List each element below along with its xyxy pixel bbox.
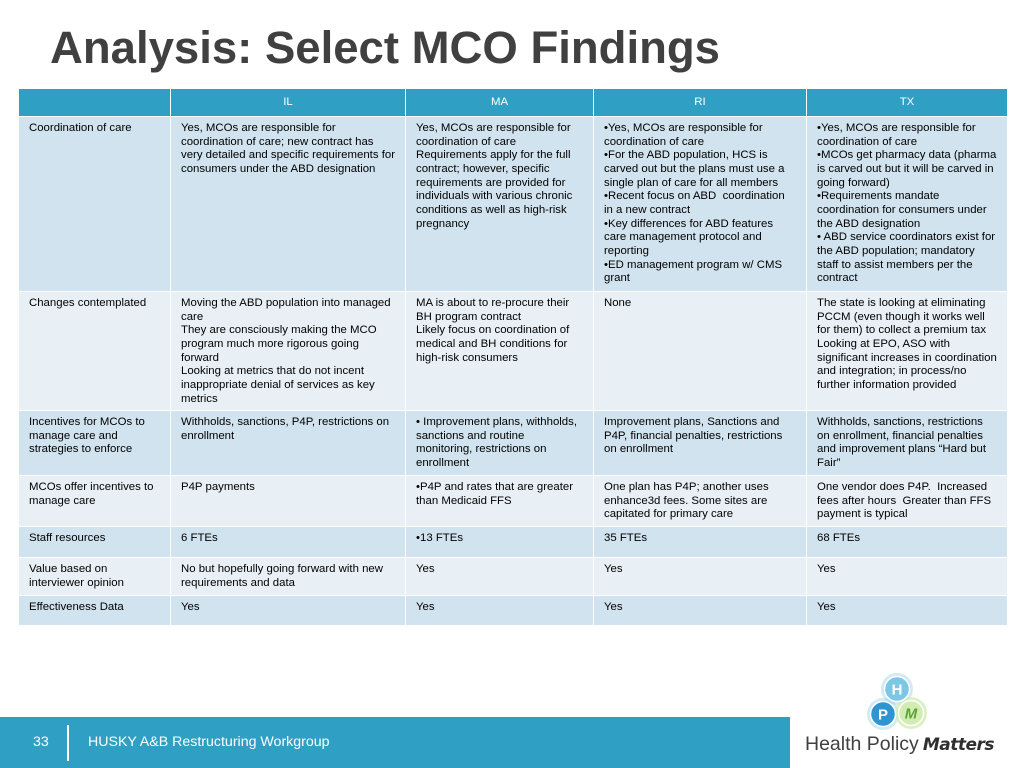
cell-tx: Withholds, sanctions, restrictions on enrollment, financial penalties and improvement plans “Hard but Fair” xyxy=(807,411,1008,476)
logo-wordmark xyxy=(805,735,994,755)
column-header-ma: MA xyxy=(406,89,594,117)
row-coordination-of-care xyxy=(19,117,1008,292)
logo-letter-h: H xyxy=(891,681,903,699)
cell-il: Yes, MCOs are responsible for coordination of care; new contract has very detailed and specific requirements for consumers under the ABD designation xyxy=(171,117,406,292)
cell-ri: Improvement plans, Sanctions and P4P, financial penalties, restrictions on enrollment xyxy=(594,411,807,476)
row-label: MCOs offer incentives to manage care xyxy=(19,476,171,527)
row-label: Coordination of care xyxy=(19,117,171,292)
cell-tx: Yes xyxy=(807,596,1008,626)
findings-table xyxy=(18,88,1008,626)
cell-ri: Yes xyxy=(594,558,807,596)
cell-il: P4P payments xyxy=(171,476,406,527)
column-header-blank xyxy=(19,89,171,117)
cell-ri: •Yes, MCOs are responsible for coordination of care •For the ABD population, HCS is carved out but the plans must use a single plan of care for all members •Recent focus on ABD coordination in a new contract •Key differences for ABD features care management protocol and reporting •ED management program w/ CMS grant xyxy=(594,117,807,292)
cell-il: Withholds, sanctions, P4P, restrictions on enrollment xyxy=(171,411,406,476)
cell-il: No but hopefully going forward with new requirements and data xyxy=(171,558,406,596)
row-label: Incentives for MCOs to manage care and strategies to enforce xyxy=(19,411,171,476)
logo-wordmark-health-policy: Health Policy xyxy=(805,733,919,755)
row-value-based xyxy=(19,558,1008,596)
footer-divider xyxy=(67,725,69,761)
row-incentives-to-manage-care xyxy=(19,411,1008,476)
row-label: Staff resources xyxy=(19,527,171,558)
row-staff-resources xyxy=(19,527,1008,558)
cell-tx: One vendor does P4P. Increased fees after hours Greater than FFS payment is typical xyxy=(807,476,1008,527)
column-header-ri: RI xyxy=(594,89,807,117)
row-label: Value based on interviewer opinion xyxy=(19,558,171,596)
row-mco-incentives-offered xyxy=(19,476,1008,527)
cell-ma: Yes, MCOs are responsible for coordination of care Requirements apply for the full contract; however, specific requirements are provided for individuals with various chronic conditions as well as high-risk pregnancy xyxy=(406,117,594,292)
cell-ma: MA is about to re-procure their BH program contract Likely focus on coordination of medical and BH conditions for high-risk consumers xyxy=(406,292,594,411)
column-header-il: IL xyxy=(171,89,406,117)
cell-tx: Yes xyxy=(807,558,1008,596)
cell-tx: •Yes, MCOs are responsible for coordination of care •MCOs get pharmacy data (pharma is carved out but it will be carved in going forward) •Requirements mandate coordination for consumers under the ABD designation • ABD service coordinators exist for the ABD population; mandatory staff to assist members per the contract xyxy=(807,117,1008,292)
cell-ri: None xyxy=(594,292,807,411)
cell-ri: 35 FTEs xyxy=(594,527,807,558)
row-changes-contemplated xyxy=(19,292,1008,411)
cell-ma: •P4P and rates that are greater than Medicaid FFS xyxy=(406,476,594,527)
logo-letter-p: P xyxy=(877,706,889,724)
cell-tx: 68 FTEs xyxy=(807,527,1008,558)
cell-ma: Yes xyxy=(406,596,594,626)
page-number: 33 xyxy=(33,734,49,750)
cell-tx: The state is looking at eliminating PCCM (even though it works well for them) to collect a premium tax Looking at EPO, ASO with significant increases in coordination and integration; in process/no further information provided xyxy=(807,292,1008,411)
cell-ri: Yes xyxy=(594,596,807,626)
footer-title: HUSKY A&B Restructuring Workgroup xyxy=(88,734,330,750)
cell-ma: Yes xyxy=(406,558,594,596)
row-label: Effectiveness Data xyxy=(19,596,171,626)
slide-title: Analysis: Select MCO Findings xyxy=(50,22,720,73)
cell-il: Moving the ABD population into managed care They are consciously making the MCO program much more rigorous going forward Looking at metrics that do not incent inappropriate denial of services as key metrics xyxy=(171,292,406,411)
logo-wordmark-matters: Matters xyxy=(922,735,994,755)
logo-letter-m: M xyxy=(904,705,918,723)
cell-ma: •13 FTEs xyxy=(406,527,594,558)
row-label: Changes contemplated xyxy=(19,292,171,411)
column-header-tx: TX xyxy=(807,89,1008,117)
cell-il: 6 FTEs xyxy=(171,527,406,558)
table-header-row xyxy=(19,89,1008,117)
cell-ma: • Improvement plans, withholds, sanctions and routine monitoring, restrictions on enrollment xyxy=(406,411,594,476)
cell-ri: One plan has P4P; another uses enhance3d fees. Some sites are capitated for primary care xyxy=(594,476,807,527)
cell-il: Yes xyxy=(171,596,406,626)
row-effectiveness-data xyxy=(19,596,1008,626)
hpm-logo-icon xyxy=(865,672,929,736)
